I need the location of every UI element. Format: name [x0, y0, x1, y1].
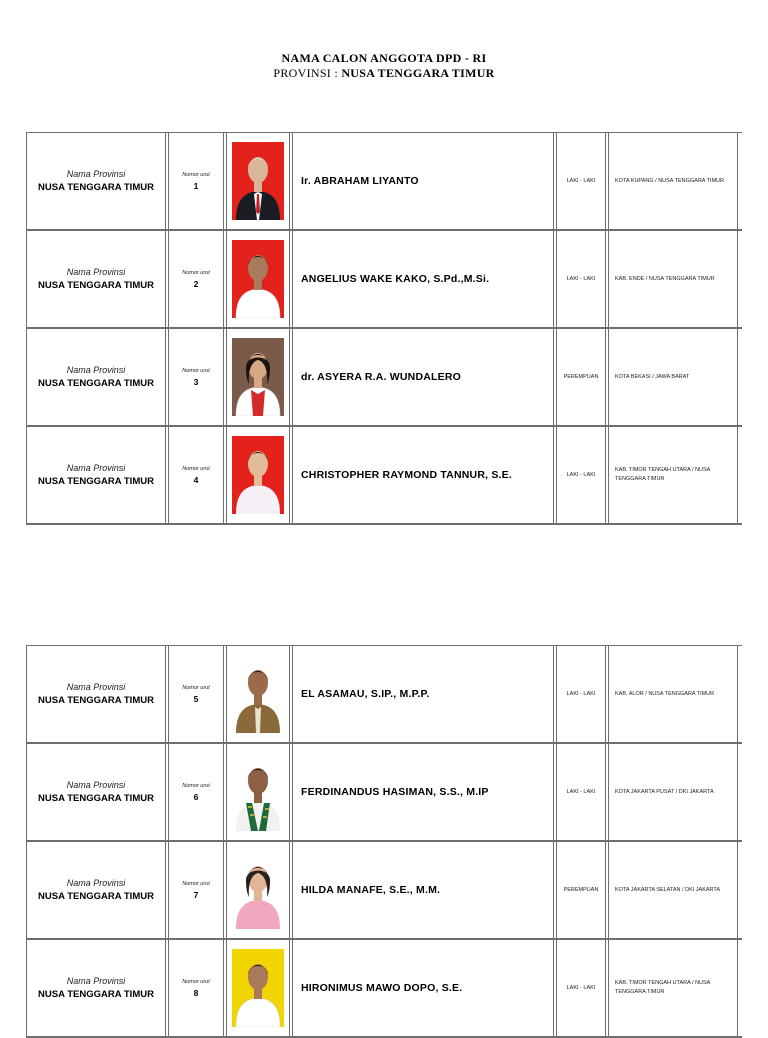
candidate-number: 7	[193, 889, 199, 900]
candidate-domicile: KAB. TIMOR TENGAH UTARA / NUSA TENGGARA TIMUR	[615, 980, 711, 995]
province-cell	[26, 940, 166, 1036]
candidate-name: Ir. ABRAHAM LIYANTO	[301, 175, 419, 187]
candidate-photo	[232, 240, 284, 318]
domicile-cell	[608, 744, 738, 840]
candidate-photo	[232, 655, 284, 733]
candidate-gender: PEREMPUAN	[563, 887, 599, 893]
candidate-row	[26, 231, 742, 329]
candidate-row	[26, 645, 742, 744]
number-cell	[168, 231, 224, 327]
candidate-row	[26, 744, 742, 842]
province-label: Nama Provinsi	[66, 780, 126, 790]
candidate-gender: LAKI - LAKI	[566, 691, 596, 697]
candidate-row	[26, 329, 742, 427]
photo-cell	[226, 231, 290, 327]
number-cell	[168, 133, 224, 229]
candidate-table-2	[26, 645, 742, 1038]
province-value: NUSA TENGGARA TIMUR	[38, 378, 154, 389]
domicile-cell	[608, 842, 738, 938]
number-cell	[168, 842, 224, 938]
candidate-domicile: KAB. ALOR / NUSA TENGGARA TIMUR	[615, 690, 715, 697]
name-cell	[292, 646, 554, 742]
number-label: Nomor urut	[182, 880, 210, 887]
photo-cell	[226, 744, 290, 840]
portrait-image	[232, 240, 284, 318]
candidate-domicile: KAB. TIMOR TENGAH UTARA / NUSA TENGGARA TIMUR	[615, 467, 711, 482]
candidate-photo	[232, 753, 284, 831]
candidate-number: 5	[193, 693, 199, 704]
number-cell	[168, 427, 224, 523]
gender-cell	[556, 427, 606, 523]
portrait-image	[232, 949, 284, 1027]
province-cell	[26, 231, 166, 327]
number-label: Nomor urut	[182, 684, 210, 691]
candidate-number: 8	[193, 987, 199, 998]
candidate-number: 2	[193, 278, 199, 289]
candidate-photo	[232, 338, 284, 416]
photo-cell	[226, 842, 290, 938]
number-label: Nomor urut	[182, 171, 210, 178]
province-cell	[26, 427, 166, 523]
province-cell	[26, 842, 166, 938]
candidate-name: HIRONIMUS MAWO DOPO, S.E.	[301, 982, 463, 994]
candidate-name: dr. ASYERA R.A. WUNDALERO	[301, 371, 461, 383]
candidate-number: 4	[193, 474, 199, 485]
domicile-cell	[608, 427, 738, 523]
candidate-number: 1	[193, 180, 199, 191]
province-label: Nama Provinsi	[66, 169, 126, 179]
number-label: Nomor urut	[182, 978, 210, 985]
portrait-image	[232, 655, 284, 733]
gender-cell	[556, 646, 606, 742]
subtitle-province: NUSA TENGGARA TIMUR	[341, 66, 495, 80]
candidate-row	[26, 132, 742, 231]
candidate-photo	[232, 142, 284, 220]
candidate-domicile: KOTA JAKARTA SELATAN / DKI JAKARTA	[615, 886, 721, 893]
candidate-domicile: KOTA BEKASI / JAWA BARAT	[615, 373, 690, 380]
name-cell	[292, 231, 554, 327]
province-value: NUSA TENGGARA TIMUR	[38, 476, 154, 487]
candidate-photo	[232, 851, 284, 929]
domicile-cell	[608, 133, 738, 229]
gender-cell	[556, 744, 606, 840]
subtitle-prefix: PROVINSI :	[273, 66, 342, 80]
name-cell	[292, 744, 554, 840]
photo-cell	[226, 133, 290, 229]
number-cell	[168, 646, 224, 742]
province-label: Nama Provinsi	[66, 878, 126, 888]
photo-cell	[226, 329, 290, 425]
candidate-gender: LAKI - LAKI	[566, 472, 596, 478]
gender-cell	[556, 842, 606, 938]
name-cell	[292, 842, 554, 938]
portrait-image	[232, 338, 284, 416]
candidate-name: CHRISTOPHER RAYMOND TANNUR, S.E.	[301, 469, 512, 481]
number-label: Nomor urut	[182, 465, 210, 472]
gender-cell	[556, 133, 606, 229]
candidate-number: 6	[193, 791, 199, 802]
candidate-gender: LAKI - LAKI	[566, 789, 596, 795]
province-value: NUSA TENGGARA TIMUR	[38, 793, 154, 804]
name-cell	[292, 329, 554, 425]
province-cell	[26, 133, 166, 229]
portrait-image	[232, 753, 284, 831]
domicile-cell	[608, 646, 738, 742]
candidate-domicile: KAB. ENDE / NUSA TENGGARA TIMUR	[615, 275, 715, 282]
province-label: Nama Provinsi	[66, 682, 126, 692]
portrait-image	[232, 851, 284, 929]
page-header	[0, 50, 768, 81]
candidate-name: ANGELIUS WAKE KAKO, S.Pd.,M.Si.	[301, 273, 490, 285]
province-value: NUSA TENGGARA TIMUR	[38, 280, 154, 291]
candidate-gender: LAKI - LAKI	[566, 985, 596, 991]
number-label: Nomor urut	[182, 269, 210, 276]
number-cell	[168, 940, 224, 1036]
domicile-cell	[608, 231, 738, 327]
candidate-number: 3	[193, 376, 199, 387]
province-value: NUSA TENGGARA TIMUR	[38, 695, 154, 706]
candidate-name: EL ASAMAU, S.IP., M.P.P.	[301, 688, 430, 700]
province-value: NUSA TENGGARA TIMUR	[38, 182, 154, 193]
name-cell	[292, 940, 554, 1036]
province-label: Nama Provinsi	[66, 267, 126, 277]
photo-cell	[226, 427, 290, 523]
candidate-photo	[232, 949, 284, 1027]
province-cell	[26, 744, 166, 840]
province-label: Nama Provinsi	[66, 463, 126, 473]
page-subtitle	[0, 66, 768, 81]
province-cell	[26, 646, 166, 742]
candidate-gender: LAKI - LAKI	[566, 276, 596, 282]
number-label: Nomor urut	[182, 782, 210, 789]
province-label: Nama Provinsi	[66, 976, 126, 986]
portrait-image	[232, 142, 284, 220]
number-label: Nomor urut	[182, 367, 210, 374]
number-cell	[168, 329, 224, 425]
candidate-domicile: KOTA JAKARTA PUSAT / DKI JAKARTA	[615, 788, 714, 795]
gender-cell	[556, 329, 606, 425]
portrait-image	[232, 436, 284, 514]
candidate-row	[26, 940, 742, 1038]
candidate-table-1	[26, 132, 742, 525]
domicile-cell	[608, 940, 738, 1036]
number-cell	[168, 744, 224, 840]
candidate-photo	[232, 436, 284, 514]
candidate-name: FERDINANDUS HASIMAN, S.S., M.IP	[301, 786, 489, 798]
candidate-row	[26, 427, 742, 525]
candidate-domicile: KOTA KUPANG / NUSA TENGGARA TIMUR	[615, 177, 725, 184]
domicile-cell	[608, 329, 738, 425]
name-cell	[292, 133, 554, 229]
candidate-name: HILDA MANAFE, S.E., M.M.	[301, 884, 441, 896]
province-value: NUSA TENGGARA TIMUR	[38, 891, 154, 902]
candidate-gender: PEREMPUAN	[563, 374, 599, 380]
province-cell	[26, 329, 166, 425]
candidate-row	[26, 842, 742, 940]
gender-cell	[556, 940, 606, 1036]
province-value: NUSA TENGGARA TIMUR	[38, 989, 154, 1000]
photo-cell	[226, 940, 290, 1036]
gender-cell	[556, 231, 606, 327]
page-title: NAMA CALON ANGGOTA DPD - RI	[281, 51, 487, 65]
candidate-gender: LAKI - LAKI	[566, 178, 596, 184]
photo-cell	[226, 646, 290, 742]
name-cell	[292, 427, 554, 523]
province-label: Nama Provinsi	[66, 365, 126, 375]
